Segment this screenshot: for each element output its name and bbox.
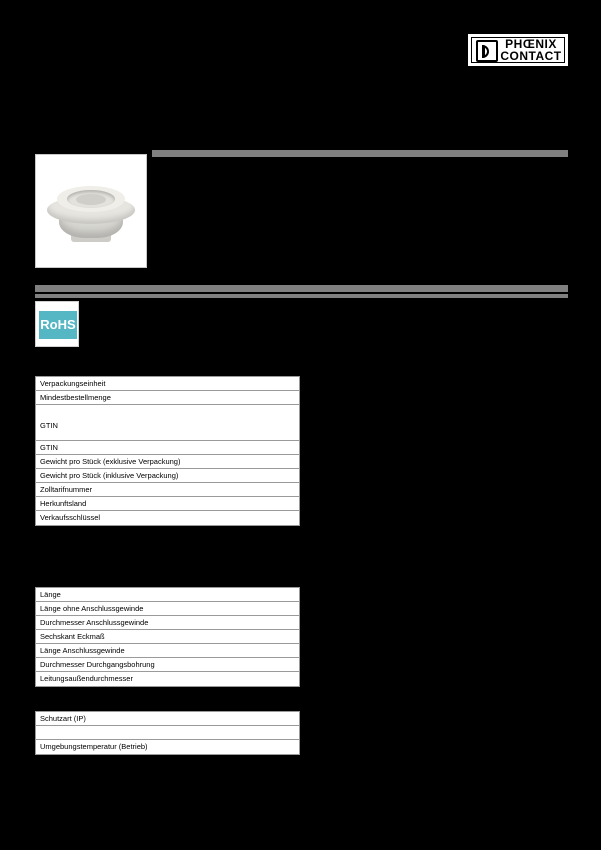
table-row [36, 616, 299, 630]
logo-line-1: PHŒNIX [505, 37, 557, 51]
row-label: Durchmesser Durchgangsbohrung [40, 660, 155, 669]
row-label: Verpackungseinheit [40, 379, 106, 388]
table-row [36, 588, 299, 602]
table-row [36, 726, 299, 740]
cable-gland-illustration [45, 182, 137, 244]
row-label: Länge ohne Anschlussgewinde [40, 604, 144, 613]
table-row [36, 658, 299, 672]
row-label: Mindestbestellmenge [40, 393, 111, 402]
row-label: Schutzart (IP) [40, 714, 86, 723]
table-row [36, 377, 299, 391]
row-label: Länge Anschlussgewinde [40, 646, 125, 655]
row-label: GTIN [40, 421, 58, 430]
table-row [36, 455, 299, 469]
table-row [36, 483, 299, 497]
table-row [36, 602, 299, 616]
row-label: Länge [40, 590, 61, 599]
table-packaging [35, 376, 300, 526]
row-label: Durchmesser Anschlussgewinde [40, 618, 149, 627]
table-row [36, 497, 299, 511]
brand-logo [467, 33, 569, 67]
logo-line-2: CONTACT [500, 49, 562, 63]
table-row [36, 672, 299, 686]
table-row [36, 405, 299, 441]
header-bar-top [152, 150, 568, 157]
row-label: Sechskant Eckmaß [40, 632, 105, 641]
rohs-icon: RoHS [39, 311, 77, 339]
table-row [36, 469, 299, 483]
table-row [36, 740, 299, 754]
row-label: Gewicht pro Stück (exklusive Verpackung) [40, 457, 181, 466]
row-label: Herkunftsland [40, 499, 87, 508]
section-bar-upper [35, 285, 568, 292]
table-row [36, 630, 299, 644]
section-bar-lower [35, 294, 568, 298]
table-row [36, 712, 299, 726]
row-label: Zolltarifnummer [40, 485, 93, 494]
logo-wordmark [494, 38, 568, 62]
row-label: Leitungsaußendurchmesser [40, 674, 133, 683]
product-image [35, 154, 147, 268]
table-row [36, 391, 299, 405]
table-ambient-conditions [35, 711, 300, 755]
table-row [36, 441, 299, 455]
row-label: Umgebungstemperatur (Betrieb) [40, 742, 148, 751]
row-label: GTIN [40, 443, 58, 452]
rohs-badge-container [35, 301, 79, 347]
table-row [36, 644, 299, 658]
cable-gland-aperture [76, 194, 106, 205]
row-label: Verkaufsschlüssel [40, 513, 101, 522]
row-label: Gewicht pro Stück (inklusive Verpackung) [40, 471, 179, 480]
table-dimensions [35, 587, 300, 687]
table-row [36, 511, 299, 525]
